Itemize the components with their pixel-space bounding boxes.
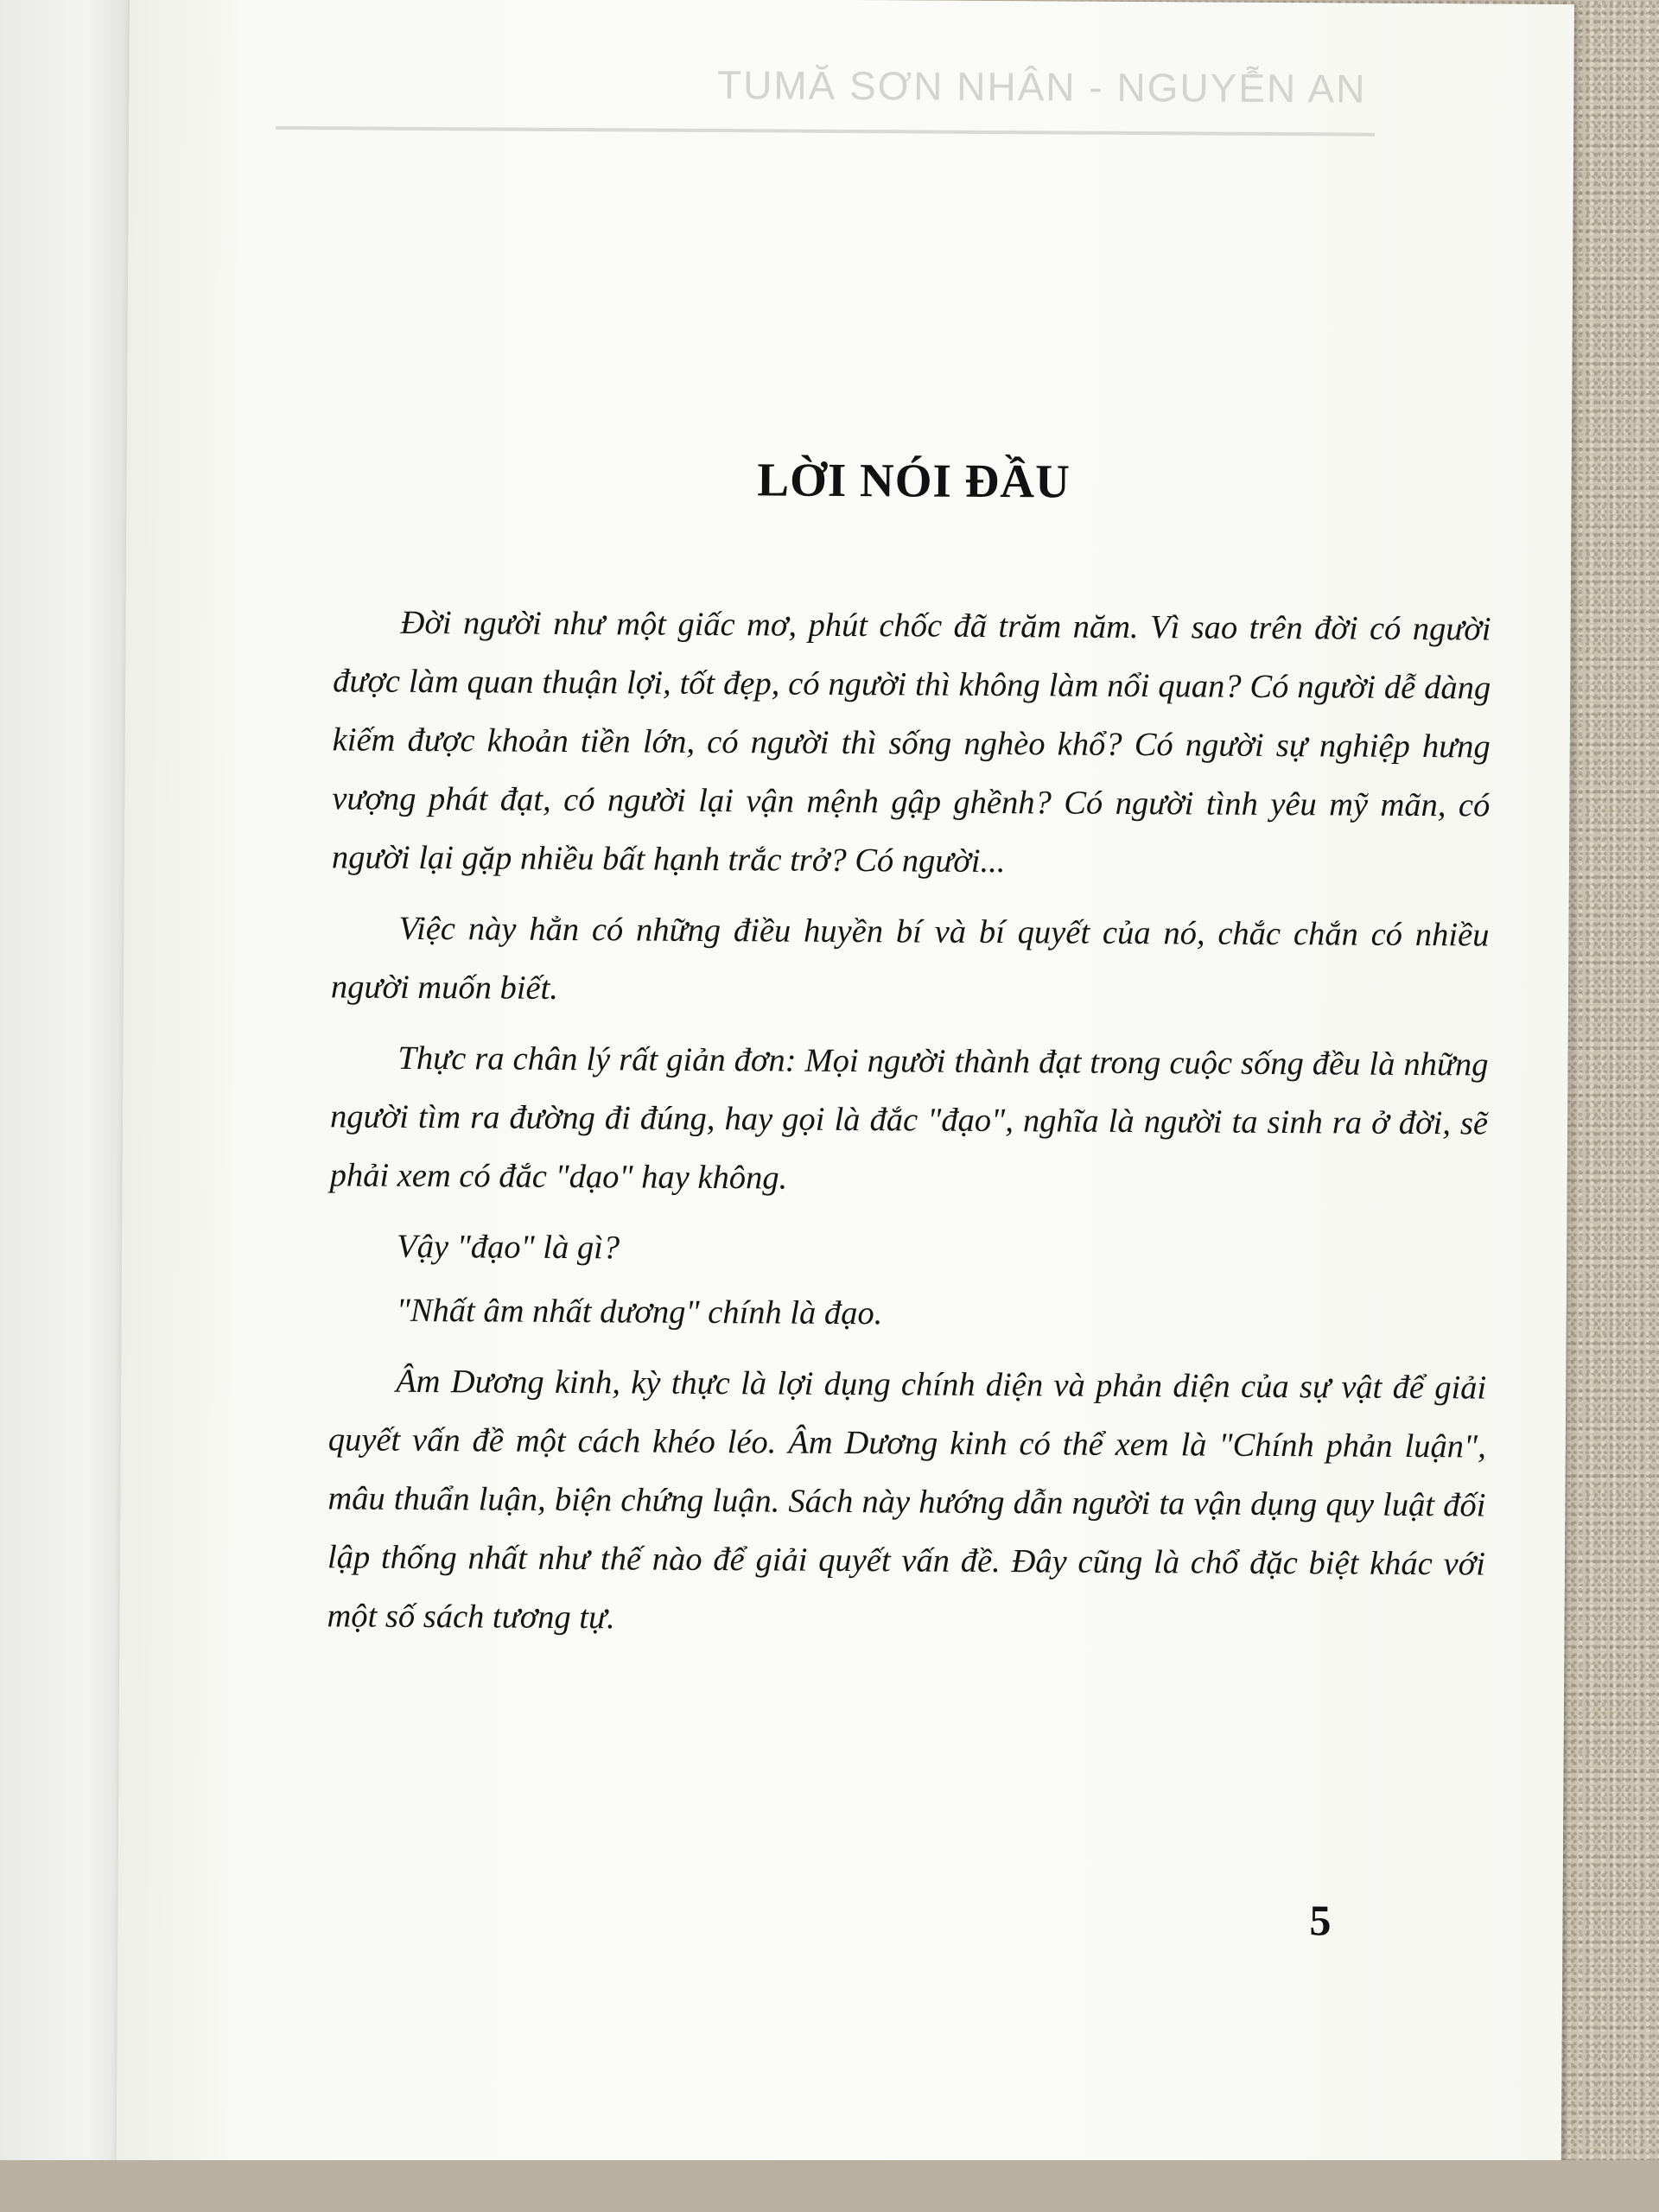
book-page — [117, 0, 1574, 2173]
header-rule — [276, 126, 1375, 137]
paragraph-4: Vậy "đạo" là gì? — [397, 1228, 620, 1267]
body-text — [327, 593, 1491, 1664]
paragraph-1: Đời người như một giấc mơ, phút chốc đã trăm năm. Vì sao trên đời có người được làm quan thuận lợi, tốt đẹp, có người thì không làm nổi quan? Có người dễ dàng kiếm được khoản tiền lớn, có người thì sống nghèo khổ? Có người sự nghiệp hưng vượng phát đạt, có người lại vận mệnh gập ghềnh? Có người tình yêu mỹ mãn, có người lại gặp nhiều bất hạnh trắc trở? Có người... — [331, 604, 1491, 880]
paragraph-6: Âm Dương kinh, kỳ thực là lợi dụng chính diện và phản diện của sự vật để giải quyết vấn đề một cách khéo léo. Âm Dương kinh có thể xem là "Chính phản luận", mâu thuẩn luận, biện chứng luận. Sách này hướng dẫn người ta vận dụng quy luật đối lập thống nhất như thế nào để giải quyết vấn đề. Đây cũng là chổ đặc biệt khác với một số sách tương tự. — [327, 1363, 1487, 1637]
paragraph-3: Thực ra chân lý rất giản đơn: Mọi người thành đạt trong cuộc sống đều là những người tìm ra đường đi đúng, hay gọi là đắc "đạo", nghĩa là người ta sinh ra ở đời, sẽ phải xem có đắc "dạo" hay không. — [329, 1039, 1489, 1197]
paragraph-2: Việc này hẳn có những điều huyền bí và bí quyết của nó, chắc chắn có nhiều người muốn biết. — [330, 910, 1490, 1007]
page-title: LỜI NÓI ĐẦU — [757, 453, 1071, 508]
page-number: 5 — [1309, 1896, 1332, 1945]
running-head: TUMĂ SƠN NHÂN - NGUYỄN AN — [716, 62, 1367, 111]
paragraph-5: "Nhất âm nhất dương" chính là đạo. — [396, 1292, 883, 1332]
bottom-background-strip — [0, 2160, 1659, 2212]
